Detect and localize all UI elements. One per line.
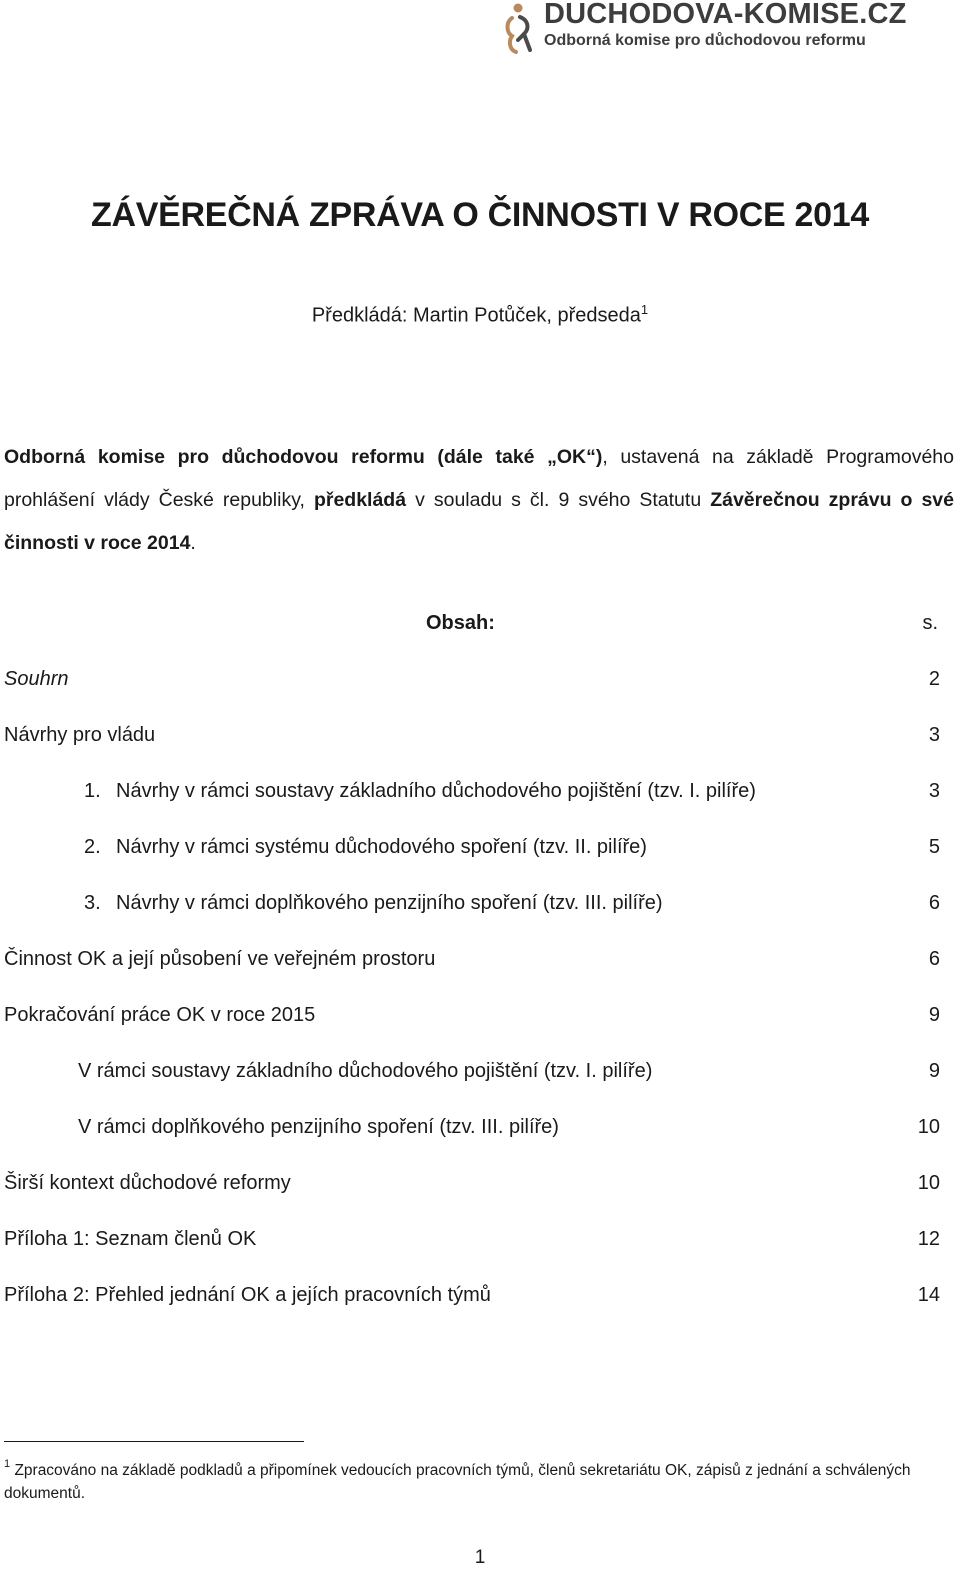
intro-committee-name: Odborná komise pro důchodovou reformu (dále také „OK“)	[4, 446, 603, 468]
footnote	[4, 1455, 924, 1505]
toc-entry-label: Souhrn	[4, 668, 69, 690]
intro-report-name: Závěrečnou zprávu o své činnosti v roce 2014	[4, 489, 954, 554]
toc-entry-page: 6	[928, 948, 940, 970]
toc-entry-label: Činnost OK a její působení ve veřejném prostoru	[4, 948, 436, 970]
footnote-text: Zpracováno na základě podkladů a připomínek vedoucích pracovních týmů, členů sekretariátu OK, zápisů z jednání a schválených dokumentů.	[4, 1462, 911, 1503]
toc-entry-page: 3	[928, 780, 940, 802]
intro-text-3: .	[190, 532, 196, 554]
toc-entry-number: 3.	[84, 892, 101, 914]
toc-entry-label: V rámci soustavy základního důchodového pojištění (tzv. I. pilíře)	[78, 1060, 653, 1082]
submitter-text: Předkládá: Martin Potůček, předseda	[311, 304, 641, 327]
toc-entry-sub-i-pilir[interactable]	[4, 1060, 940, 1090]
toc-entry-number: 2.	[84, 836, 101, 858]
footnote-marker: 1	[4, 1458, 11, 1470]
toc-entry-page: 2	[928, 668, 940, 690]
toc-entry-1[interactable]	[4, 780, 940, 810]
toc-entry-label: Návrhy pro vládu	[4, 724, 156, 746]
toc-page-column-label: s.	[922, 612, 938, 634]
toc-entry-page: 10	[917, 1116, 940, 1138]
toc-entry-page: 12	[917, 1228, 940, 1250]
intro-submits: předkládá	[313, 489, 407, 511]
toc-entry-number: 1.	[84, 780, 101, 802]
toc-entry-souhrn[interactable]	[4, 668, 940, 698]
logo-name: DUCHODOVA-KOMISE.CZ	[544, 0, 907, 30]
footnote-ref[interactable]: 1	[640, 302, 649, 317]
toc-entry-2[interactable]	[4, 836, 940, 866]
footnote-separator	[4, 1441, 304, 1442]
intro-paragraph	[4, 436, 954, 565]
toc-entry-pokracovani[interactable]	[4, 1004, 940, 1034]
intro-text-1: , ustavená na základě Programového prohlášení vlády České republiky,	[4, 446, 954, 511]
toc-entry-priloha-2[interactable]	[4, 1284, 940, 1314]
toc-entry-page: 5	[928, 836, 940, 858]
toc-entry-page: 14	[917, 1284, 940, 1306]
toc-entry-label: Návrhy v rámci doplňkového penzijního spoření (tzv. III. pilíře)	[116, 892, 663, 914]
document-title: ZÁVĚREČNÁ ZPRÁVA O ČINNOSTI V ROCE 2014	[91, 196, 869, 234]
toc-entry-sub-iii-pilir[interactable]	[4, 1116, 940, 1146]
toc-entry-cinnost[interactable]	[4, 948, 940, 978]
toc-entry-label: Návrhy v rámci systému důchodového spoření (tzv. II. pilíře)	[116, 836, 647, 858]
toc-entry-page: 10	[917, 1172, 940, 1194]
toc-entry-sirsi-kontext[interactable]	[4, 1172, 940, 1202]
logo-tagline: Odborná komise pro důchodovou reformu	[544, 32, 866, 49]
toc-entry-label: Širší kontext důchodové reformy	[4, 1172, 291, 1194]
toc-heading: Obsah:	[426, 612, 495, 634]
toc-entry-page: 9	[928, 1004, 940, 1026]
stylized-human-figure-icon	[504, 2, 540, 54]
toc-entry-label: Pokračování práce OK v roce 2015	[4, 1004, 316, 1026]
toc-entry-priloha-1[interactable]	[4, 1228, 940, 1258]
submitter-line	[0, 302, 960, 328]
toc-entry-page: 3	[928, 724, 940, 746]
toc-entry-navrhy-pro-vladu[interactable]	[4, 724, 940, 754]
site-logo	[504, 0, 944, 56]
toc-entry-page: 6	[928, 892, 940, 914]
toc-entry-label: Příloha 2: Přehled jednání OK a jejích pracovních týmů	[4, 1284, 491, 1306]
toc-entry-label: Příloha 1: Seznam členů OK	[4, 1228, 257, 1250]
page-number: 1	[474, 1547, 486, 1568]
intro-text-2: v souladu s čl. 9 svého Statutu	[406, 489, 711, 511]
toc-entry-page: 9	[928, 1060, 940, 1082]
toc-entry-3[interactable]	[4, 892, 940, 922]
toc-entry-label: V rámci doplňkového penzijního spoření (tzv. III. pilíře)	[78, 1116, 559, 1138]
toc-entry-label: Návrhy v rámci soustavy základního důchodového pojištění (tzv. I. pilíře)	[116, 780, 756, 802]
